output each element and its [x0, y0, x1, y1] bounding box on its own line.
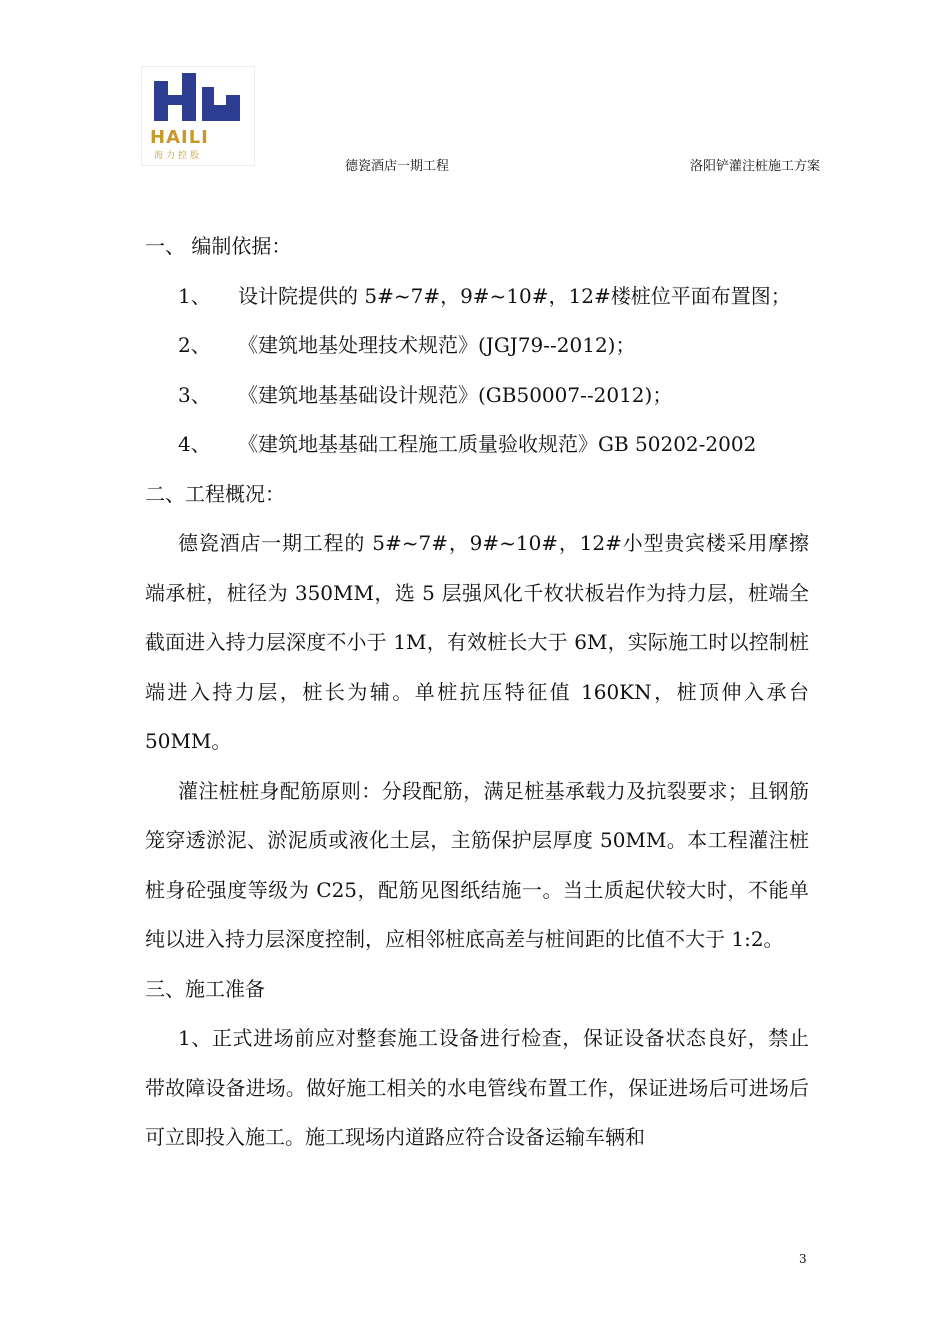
document-body — [145, 222, 809, 1163]
company-logo — [141, 66, 255, 166]
paragraph-reinforcement: 灌注桩桩身配筋原则：分段配筋，满足桩基承载力及抗裂要求；且钢筋笼穿透淤泥、淤泥质或液化土层，主筋保护层厚度 50MM。本工程灌注桩桩身砼强度等级为 C25，配筋见图纸结施一。当土质起伏较大时，不能单纯以进入持力层深度控制，应相邻桩底高差与桩间距的比值不大于 1:2。 — [145, 778, 809, 951]
list-item-number: 3、 — [178, 382, 211, 407]
page-number: 3 — [799, 1252, 807, 1266]
list-item-text: 《建筑地基处理技术规范》(JGJ79--2012)； — [238, 333, 636, 357]
list-item — [145, 420, 809, 470]
list-item — [145, 272, 809, 322]
paragraph-preparation: 1、正式进场前应对整套施工设备进行检查，保证设备状态良好，禁止带故障设备进场。做好施工相关的水电管线布置工作，保证进场后可进场后可立即投入施工。施工现场内道路应符合设备运输车辆和 — [145, 1026, 809, 1149]
list-item — [145, 321, 809, 371]
list-item-text: 《建筑地基基础工程施工质量验收规范》GB 50202-2002 — [238, 432, 757, 456]
header-document-title: 洛阳铲灌注桩施工方案 — [690, 159, 821, 174]
list-item-number: 1、 — [178, 283, 211, 308]
section-1-title: 一、 编制依据： — [145, 234, 292, 258]
paragraph-project-overview: 德瓷酒店一期工程的 5#~7#，9#~10#，12#小型贵宾楼采用摩擦端承桩，桩径为 350MM，选 5 层强风化千枚状板岩作为持力层，桩端全截面进入持力层深度不小于 1M，有效桩长大于 6M，实际施工时以控制桩端进入持力层，桩长为辅。单桩抗压特征值 160KN，桩顶伸入承台 50MM。 — [145, 531, 809, 753]
list-item — [145, 371, 809, 421]
list-item-number: 4、 — [178, 432, 211, 456]
logo-subtext: 海力控股 — [154, 151, 203, 161]
header-project-name: 德瓷酒店一期工程 — [345, 159, 450, 174]
section-3-title: 三、施工准备 — [145, 976, 265, 1001]
list-item-text: 设计院提供的 5#~7#，9#~10#，12#楼桩位平面布置图； — [238, 283, 791, 308]
list-item-number: 2、 — [178, 333, 211, 357]
list-item-text: 《建筑地基基础设计规范》(GB50007--2012)； — [238, 382, 673, 407]
section-2-title: 二、工程概况： — [145, 481, 285, 506]
logo-text: HAILI — [150, 127, 209, 148]
